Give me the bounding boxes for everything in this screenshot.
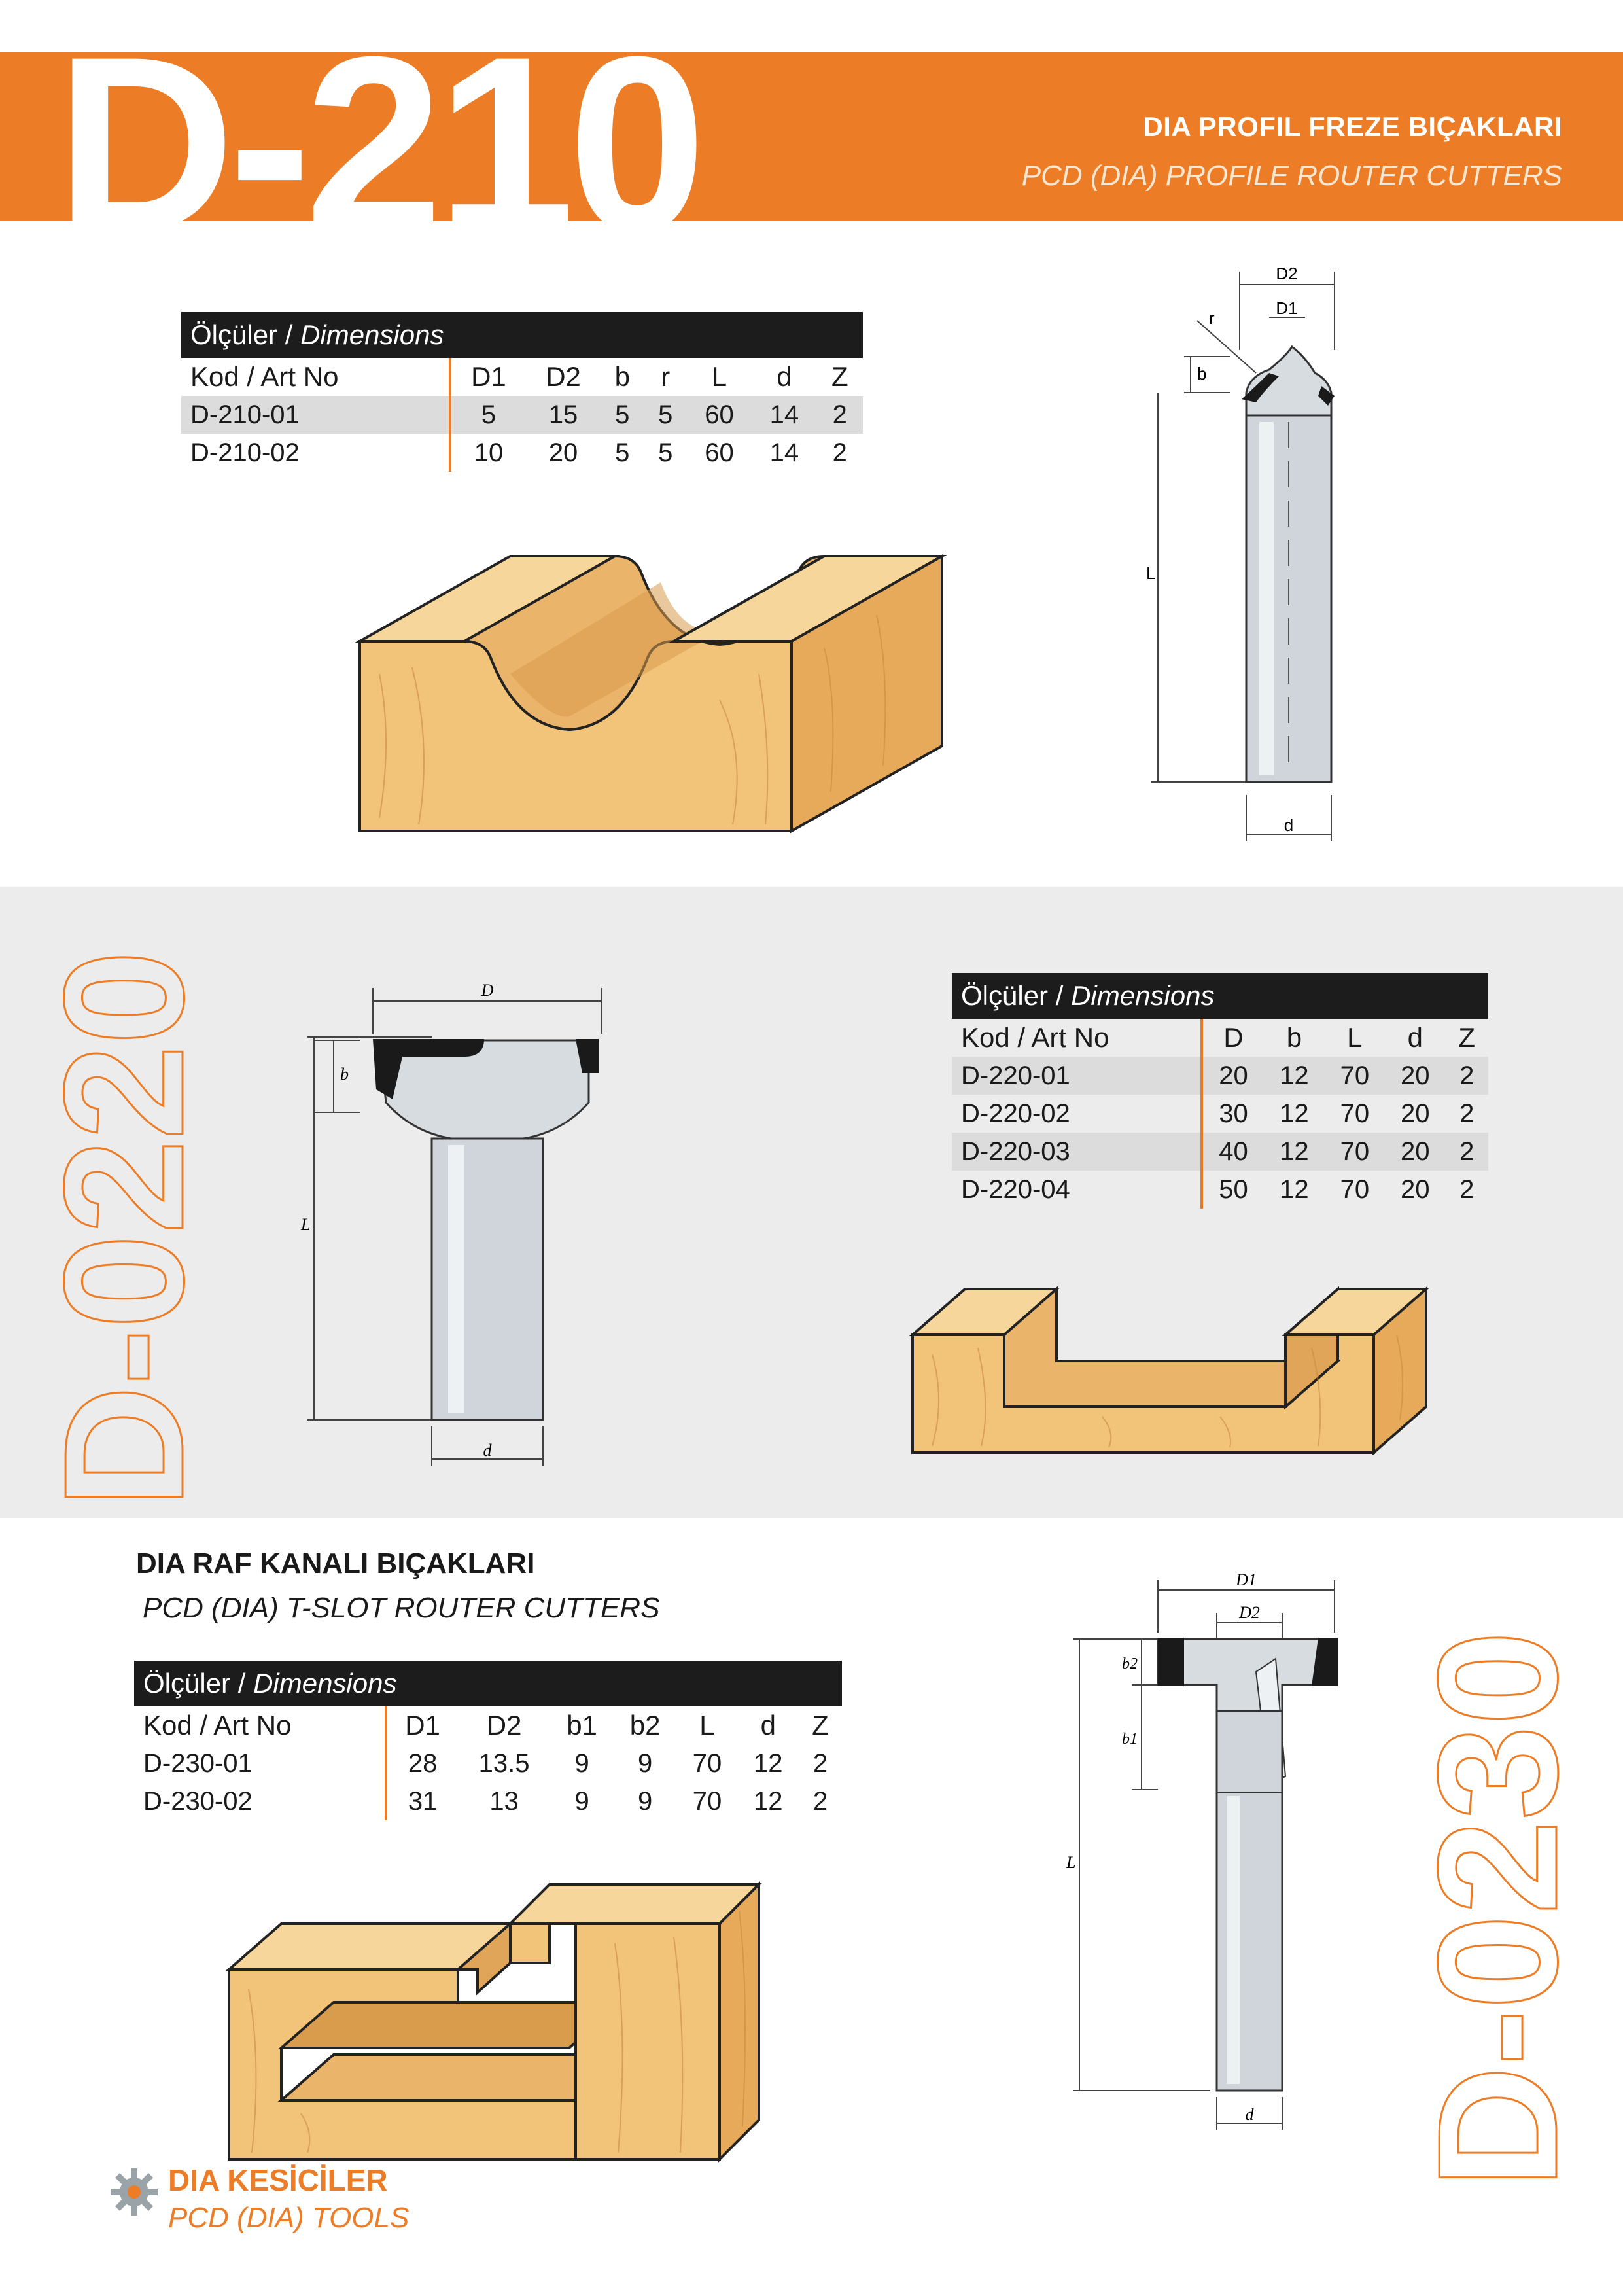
table-header-row bbox=[181, 358, 863, 396]
dim-label-b: b bbox=[340, 1065, 349, 1084]
column-header: b1 bbox=[567, 1710, 597, 1740]
header-titles bbox=[1022, 111, 1562, 192]
column-header: b bbox=[1286, 1022, 1302, 1053]
d210-dimensions-table bbox=[181, 312, 863, 472]
dim-label-D1: D1 bbox=[1276, 298, 1298, 318]
tool-head bbox=[1246, 347, 1331, 415]
column-header: D1 bbox=[405, 1710, 440, 1740]
table-cell: 2 bbox=[1459, 1174, 1475, 1204]
column-header: D2 bbox=[486, 1710, 522, 1740]
table-cell: 5 bbox=[658, 438, 673, 467]
column-header: Kod / Art No bbox=[952, 1019, 1202, 1057]
header-title-tr: DIA PROFIL FREZE BIÇAKLARI bbox=[1143, 111, 1562, 142]
table-cell: 28 bbox=[408, 1748, 438, 1778]
column-header: b2 bbox=[629, 1710, 661, 1740]
column-header: D1 bbox=[471, 361, 506, 392]
table-cell: 2 bbox=[817, 396, 863, 434]
table-cell: 2 bbox=[812, 1786, 828, 1816]
column-header: L bbox=[699, 1710, 715, 1740]
table-cell: 70 bbox=[1340, 1099, 1370, 1128]
table-title-tr: Ölçüler bbox=[143, 1668, 231, 1699]
section-title-tr: DIA RAF KANALI BIÇAKLARI bbox=[136, 1547, 535, 1580]
dim-label-b1: b1 bbox=[1122, 1731, 1138, 1748]
table-cell: 20 bbox=[1385, 1057, 1445, 1095]
table-cell: 10 bbox=[474, 438, 504, 467]
d230-section-title bbox=[136, 1547, 659, 1625]
column-header: L bbox=[1347, 1022, 1363, 1053]
table-cell: 5 bbox=[450, 396, 527, 434]
d220-vertical-code: D-0220 bbox=[29, 950, 219, 1508]
d230-dimensions-table bbox=[134, 1661, 842, 1820]
header-title-en: PCD (DIA) PROFILE ROUTER CUTTERS bbox=[1021, 160, 1562, 192]
table-title-en: Dimensions bbox=[1071, 980, 1215, 1011]
wood-top-right-front bbox=[510, 1924, 550, 1963]
dim-label-D2: D2 bbox=[1276, 264, 1298, 283]
table-cell: 50 bbox=[1219, 1174, 1248, 1204]
table-cell: 15 bbox=[526, 396, 601, 434]
table-cell: 60 bbox=[687, 396, 752, 434]
table-cell: 14 bbox=[769, 438, 799, 467]
table-cell: 20 bbox=[1401, 1174, 1430, 1204]
table-cell: 9 bbox=[637, 1748, 653, 1778]
d220-tool-drawing bbox=[288, 975, 615, 1485]
table-cell: 20 bbox=[548, 438, 578, 467]
table-cell: 70 bbox=[1325, 1057, 1385, 1095]
d210-wood-profile-illustration bbox=[353, 543, 968, 844]
table-cell: 2 bbox=[832, 438, 847, 467]
table-title-tr: Ölçüler bbox=[961, 980, 1049, 1011]
table-header-row bbox=[952, 1019, 1488, 1057]
wood-right-front bbox=[576, 1924, 720, 2159]
table-row bbox=[181, 434, 863, 472]
column-header: Z bbox=[1458, 1022, 1476, 1053]
wood-right-side bbox=[720, 1884, 759, 2159]
table-cell: 12 bbox=[754, 1786, 783, 1816]
table-cell: D-220-02 bbox=[952, 1095, 1202, 1133]
dim-label-L: L bbox=[1066, 1853, 1076, 1872]
table-cell: 2 bbox=[812, 1748, 828, 1778]
table-cell: D-210-01 bbox=[181, 396, 450, 434]
table-cell: 70 bbox=[692, 1786, 722, 1816]
column-header: r bbox=[661, 361, 671, 392]
table-cell: 20 bbox=[1202, 1057, 1264, 1095]
d230-wood-tslot-illustration bbox=[222, 1865, 765, 2172]
footer-brand-tr: DIA KESİCİLER bbox=[168, 2163, 388, 2197]
table-header-row bbox=[134, 1706, 842, 1744]
d220-dimensions-table bbox=[952, 973, 1488, 1209]
table-cell: 70 bbox=[692, 1748, 722, 1778]
table-cell: D-220-04 bbox=[952, 1171, 1202, 1209]
table-title-tr: Ölçüler bbox=[190, 319, 278, 350]
column-header: D bbox=[1223, 1022, 1244, 1053]
table-cell: 12 bbox=[1264, 1133, 1324, 1171]
table-title-bar bbox=[181, 312, 863, 358]
dim-label-L: L bbox=[1146, 563, 1156, 583]
table-cell: 70 bbox=[1325, 1133, 1385, 1171]
dim-label-r: r bbox=[1209, 308, 1215, 328]
table-cell: 2 bbox=[1459, 1099, 1475, 1128]
table-cell: 30 bbox=[1219, 1099, 1248, 1128]
table-cell: 20 bbox=[1401, 1099, 1430, 1128]
table-cell: 5 bbox=[601, 396, 644, 434]
d230-tool-drawing bbox=[1060, 1567, 1354, 2143]
column-header: d bbox=[777, 361, 792, 392]
dim-label-d: d bbox=[1283, 815, 1294, 835]
d230-vertical-code: D-0230 bbox=[1403, 1631, 1593, 2189]
table-cell: 9 bbox=[574, 1786, 589, 1816]
table-row bbox=[952, 1057, 1488, 1095]
column-header: Z bbox=[831, 361, 848, 392]
tool-head bbox=[1158, 1639, 1335, 1711]
table-cell: 12 bbox=[1280, 1174, 1309, 1204]
d210-tool-drawing bbox=[1132, 258, 1374, 854]
table-title-en: Dimensions bbox=[253, 1668, 397, 1699]
table-cell: 40 bbox=[1202, 1133, 1264, 1171]
dim-label-d: d bbox=[483, 1441, 492, 1460]
table-title-bar bbox=[134, 1661, 842, 1706]
table-cell: 13 bbox=[489, 1786, 519, 1816]
table-cell: 2 bbox=[1446, 1133, 1488, 1171]
section-title-en: PCD (DIA) T-SLOT ROUTER CUTTERS bbox=[143, 1592, 660, 1624]
table-cell: 70 bbox=[1340, 1174, 1370, 1204]
gear-logo-icon bbox=[108, 2166, 160, 2218]
table-row bbox=[181, 396, 863, 434]
table-title-sep: / bbox=[285, 319, 293, 350]
table-cell: 2 bbox=[1446, 1057, 1488, 1095]
table-title-en: Dimensions bbox=[300, 319, 444, 350]
dim-label-b2: b2 bbox=[1122, 1655, 1138, 1672]
tool-insert bbox=[1158, 1638, 1184, 1686]
table-cell: 20 bbox=[1385, 1133, 1445, 1171]
column-header: Kod / Art No bbox=[134, 1706, 386, 1744]
column-header: L bbox=[711, 361, 727, 392]
dim-label-b: b bbox=[1197, 364, 1207, 383]
column-header: Kod / Art No bbox=[181, 358, 450, 396]
column-header: d bbox=[760, 1710, 776, 1740]
wood-top-right bbox=[510, 1884, 759, 1924]
table-cell: 9 bbox=[637, 1786, 653, 1816]
dim-label-D1: D1 bbox=[1236, 1570, 1257, 1589]
column-header: D2 bbox=[546, 361, 581, 392]
table-cell: 5 bbox=[644, 396, 687, 434]
table-cell: 60 bbox=[705, 438, 734, 467]
dim-label-L: L bbox=[301, 1215, 311, 1234]
table-row bbox=[952, 1171, 1488, 1209]
table-row bbox=[134, 1782, 842, 1820]
table-cell: 31 bbox=[408, 1786, 438, 1816]
table-cell: D-230-02 bbox=[134, 1782, 386, 1820]
table-cell: 12 bbox=[1264, 1057, 1324, 1095]
table-cell: 9 bbox=[574, 1748, 589, 1778]
table-cell: 12 bbox=[754, 1748, 783, 1778]
table-cell: D-210-02 bbox=[181, 434, 450, 472]
d220-wood-rebate-illustration bbox=[906, 1276, 1462, 1459]
column-header: d bbox=[1407, 1022, 1423, 1053]
table-title-sep: / bbox=[1055, 980, 1064, 1011]
column-header: b bbox=[614, 361, 630, 392]
table-cell: 13.5 bbox=[478, 1748, 530, 1778]
footer-brand-en: PCD (DIA) TOOLS bbox=[168, 2202, 410, 2234]
dim-label-d: d bbox=[1245, 2105, 1254, 2124]
table-cell: 14 bbox=[752, 396, 816, 434]
column-header: Z bbox=[812, 1710, 829, 1740]
page-code: D-210 bbox=[56, 5, 700, 283]
table-cell: D-220-03 bbox=[952, 1133, 1202, 1171]
table-cell: 12 bbox=[1280, 1099, 1309, 1128]
table-row bbox=[952, 1133, 1488, 1171]
table-cell: 5 bbox=[615, 438, 630, 467]
table-row bbox=[952, 1095, 1488, 1133]
dim-label-D2: D2 bbox=[1239, 1603, 1260, 1622]
table-cell: D-220-01 bbox=[952, 1057, 1202, 1095]
table-row bbox=[134, 1744, 842, 1782]
table-title-bar bbox=[952, 973, 1488, 1019]
table-title-sep: / bbox=[237, 1668, 246, 1699]
table-cell: D-230-01 bbox=[134, 1744, 386, 1782]
wood-slot-inner bbox=[281, 2002, 621, 2048]
dim-label-D: D bbox=[481, 981, 494, 1000]
